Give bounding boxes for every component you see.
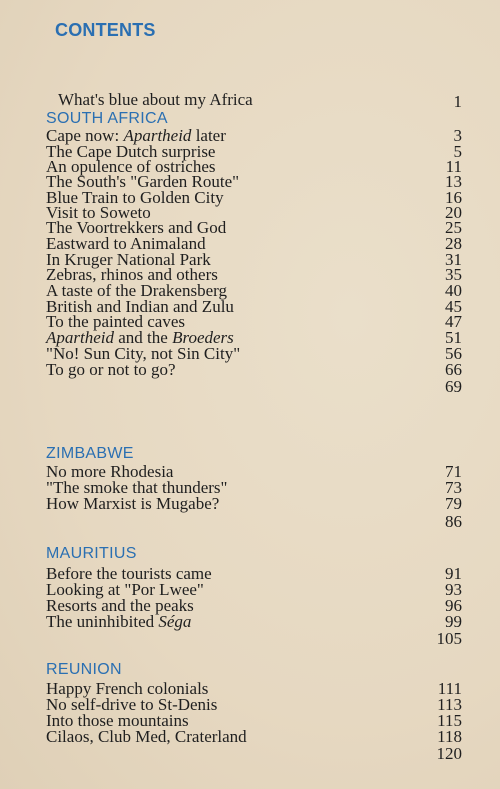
entry-page: 91	[445, 564, 462, 583]
entry-page: 71	[445, 462, 462, 481]
entry-page: 25	[445, 218, 462, 237]
section-south-africa: SOUTH AFRICA	[46, 110, 168, 127]
entry-title: The Cape Dutch surprise	[46, 142, 216, 161]
entry-page: 113	[437, 695, 462, 714]
contents-heading: CONTENTS	[55, 20, 156, 40]
entry-title: In Kruger National Park	[46, 250, 211, 269]
entry-title: How Marxist is Mugabe?	[46, 494, 220, 513]
entry-page: 11	[445, 157, 462, 176]
entry-title: No more Rhodesia	[46, 462, 174, 481]
entry-page: 86	[445, 512, 462, 531]
section-zimbabwe: ZIMBABWE	[46, 445, 134, 462]
entry-page: 45	[445, 297, 462, 316]
entry-page: 31	[445, 250, 462, 269]
entry-title: A taste of the Drakensberg	[46, 281, 227, 300]
entry-page: 3	[453, 126, 462, 145]
entry-page: 1	[453, 92, 462, 111]
entry-page: 73	[445, 478, 462, 497]
section-mauritius: MAURITIUS	[46, 545, 137, 562]
entry-title: To the painted caves	[46, 312, 186, 331]
entry-page: 105	[436, 629, 462, 648]
entry-page: 120	[436, 744, 462, 763]
entry-title: Apartheid and the Broeders	[46, 328, 234, 347]
entry-page: 13	[445, 172, 462, 191]
entry-title: Before the tourists came	[46, 564, 212, 583]
toc-entry-page-only	[0, 512, 500, 532]
entry-title: Blue Train to Golden City	[46, 188, 224, 207]
entry-page: 99	[445, 612, 462, 631]
entry-title: Cilaos, Club Med, Craterland	[46, 727, 247, 746]
entry-page: 69	[445, 377, 462, 396]
entry-page: 79	[445, 494, 462, 513]
entry-page: 56	[445, 344, 462, 363]
entry-title: The South's "Garden Route"	[46, 172, 240, 191]
entry-title: "No! Sun City, not Sin City"	[46, 344, 241, 363]
entry-title: Zebras, rhinos and others	[46, 265, 218, 284]
entry-title: Looking at "Por Lwee"	[46, 580, 204, 599]
toc-entry-page-only	[0, 744, 500, 764]
entry-page: 47	[445, 312, 462, 331]
entry-title: Eastward to Animaland	[46, 234, 206, 253]
entry-title: The Voortrekkers and God	[46, 218, 227, 237]
entry-title: What's blue about my Africa	[58, 90, 253, 109]
entry-title: "The smoke that thunders"	[46, 478, 228, 497]
entry-page: 28	[445, 234, 462, 253]
entry-title: To go or not to go?	[46, 360, 176, 379]
entry-page: 40	[445, 281, 462, 300]
entry-page: 118	[437, 727, 462, 746]
entry-page: 115	[437, 711, 462, 730]
entry-title: No self-drive to St-Denis	[46, 695, 218, 714]
toc-entry-page-only	[0, 377, 500, 397]
entry-title: Visit to Soweto	[46, 203, 151, 222]
toc-entry-page-only	[0, 629, 500, 649]
section-reunion: REUNION	[46, 661, 122, 678]
entry-title: Resorts and the peaks	[46, 596, 194, 615]
entry-title: An opulence of ostriches	[46, 157, 216, 176]
entry-title: Happy French colonials	[46, 679, 209, 698]
entry-title: The uninhibited Séga	[46, 612, 192, 631]
entry-page: 66	[445, 360, 462, 379]
entry-page: 93	[445, 580, 462, 599]
entry-title: Cape now: Apartheid later	[46, 126, 226, 145]
entry-title: British and Indian and Zulu	[46, 297, 234, 316]
entry-page: 35	[445, 265, 462, 284]
entry-page: 96	[445, 596, 462, 615]
entry-title: Into those mountains	[46, 711, 189, 730]
entry-page: 111	[437, 679, 462, 698]
toc-entry	[0, 494, 500, 514]
entry-page: 51	[445, 328, 462, 347]
entry-page: 20	[445, 203, 462, 222]
entry-page: 5	[453, 142, 462, 161]
entry-page: 16	[445, 188, 462, 207]
toc-entry-intro-page	[0, 92, 500, 112]
